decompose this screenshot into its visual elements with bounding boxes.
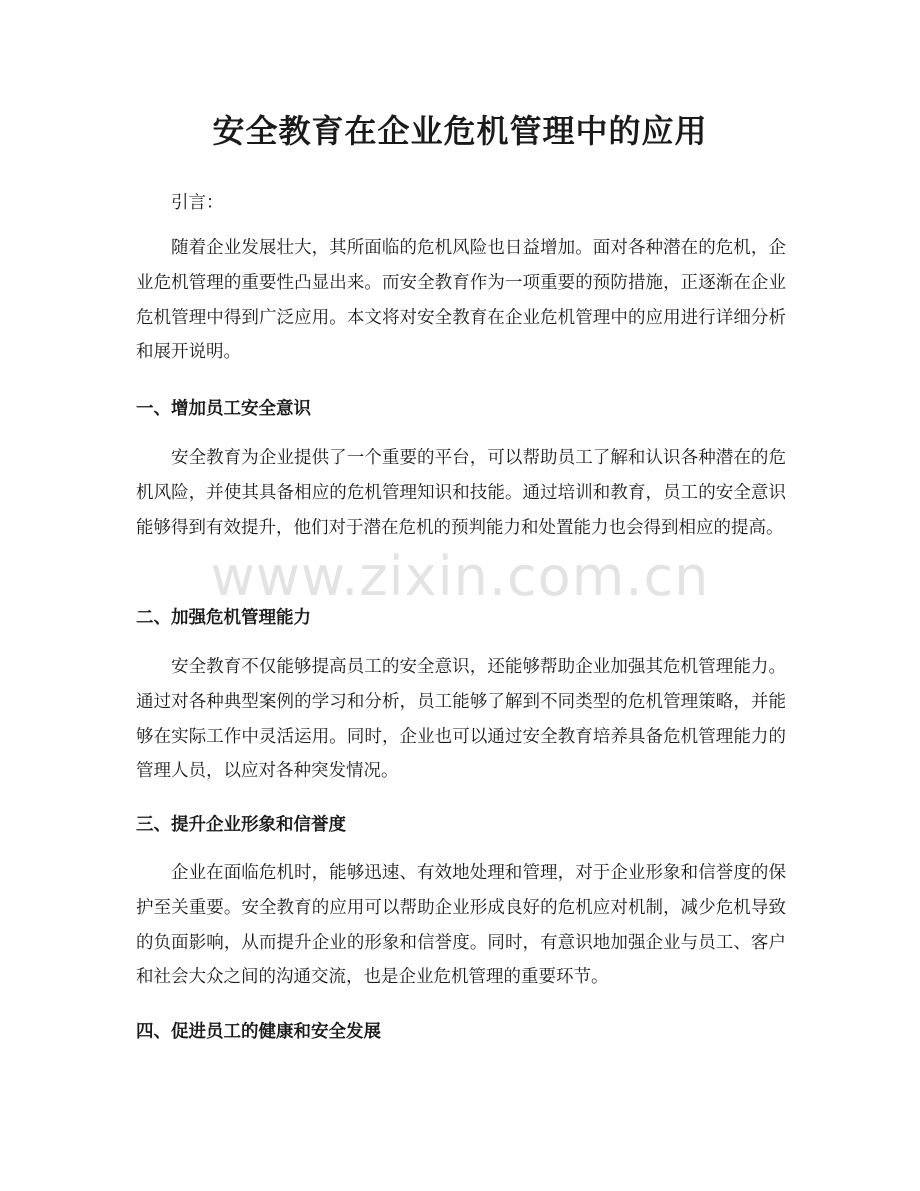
intro-label: 引言： bbox=[171, 193, 224, 213]
section-heading-1: 一、增加员工安全意识 bbox=[136, 399, 311, 419]
section-paragraph-1: 安全教育为企业提供了一个重要的平台，可以帮助员工了解和认识各种潜在的危机风险，并使其具备相应的危机管理知识和技能。通过培训和教育，员工的安全意识能够得到有效提升，他们对于潜在危机的预判能力和处置能力也会得到相应的提高。 bbox=[136, 448, 786, 538]
document-title: 安全教育在企业危机管理中的应用 bbox=[212, 112, 708, 150]
section-heading-3: 三、提升企业形象和信誉度 bbox=[136, 815, 346, 835]
section-paragraph-2: 安全教育不仅能够提高员工的安全意识，还能够帮助企业加强其危机管理能力。通过对各种典型案例的学习和分析，员工能够了解到不同类型的危机管理策略，并能够在实际工作中灵活运用。同时，企业也可以通过安全教育培养具备危机管理能力的管理人员，以应对各种突发情况。 bbox=[136, 657, 786, 782]
section-heading-4: 四、促进员工的健康和安全发展 bbox=[136, 1022, 381, 1042]
section-paragraph-3: 企业在面临危机时，能够迅速、有效地处理和管理，对于企业形象和信誉度的保护至关重要。安全教育的应用可以帮助企业形成良好的危机应对机制，减少危机导致的负面影响，从而提升企业的形象和信誉度。同时，有意识地加强企业与员工、客户和社会大众之间的沟通交流，也是企业危机管理的重要环节。 bbox=[136, 863, 786, 988]
watermark: www.zixin.com.cn bbox=[210, 545, 710, 608]
section-heading-2: 二、加强危机管理能力 bbox=[136, 608, 311, 628]
intro-paragraph: 随着企业发展壮大，其所面临的危机风险也日益增加。面对各种潜在的危机，企业危机管理的重要性凸显出来。而安全教育作为一项重要的预防措施，正逐渐在企业危机管理中得到广泛应用。本文将对安全教育在企业危机管理中的应用进行详细分析和展开说明。 bbox=[136, 238, 786, 363]
